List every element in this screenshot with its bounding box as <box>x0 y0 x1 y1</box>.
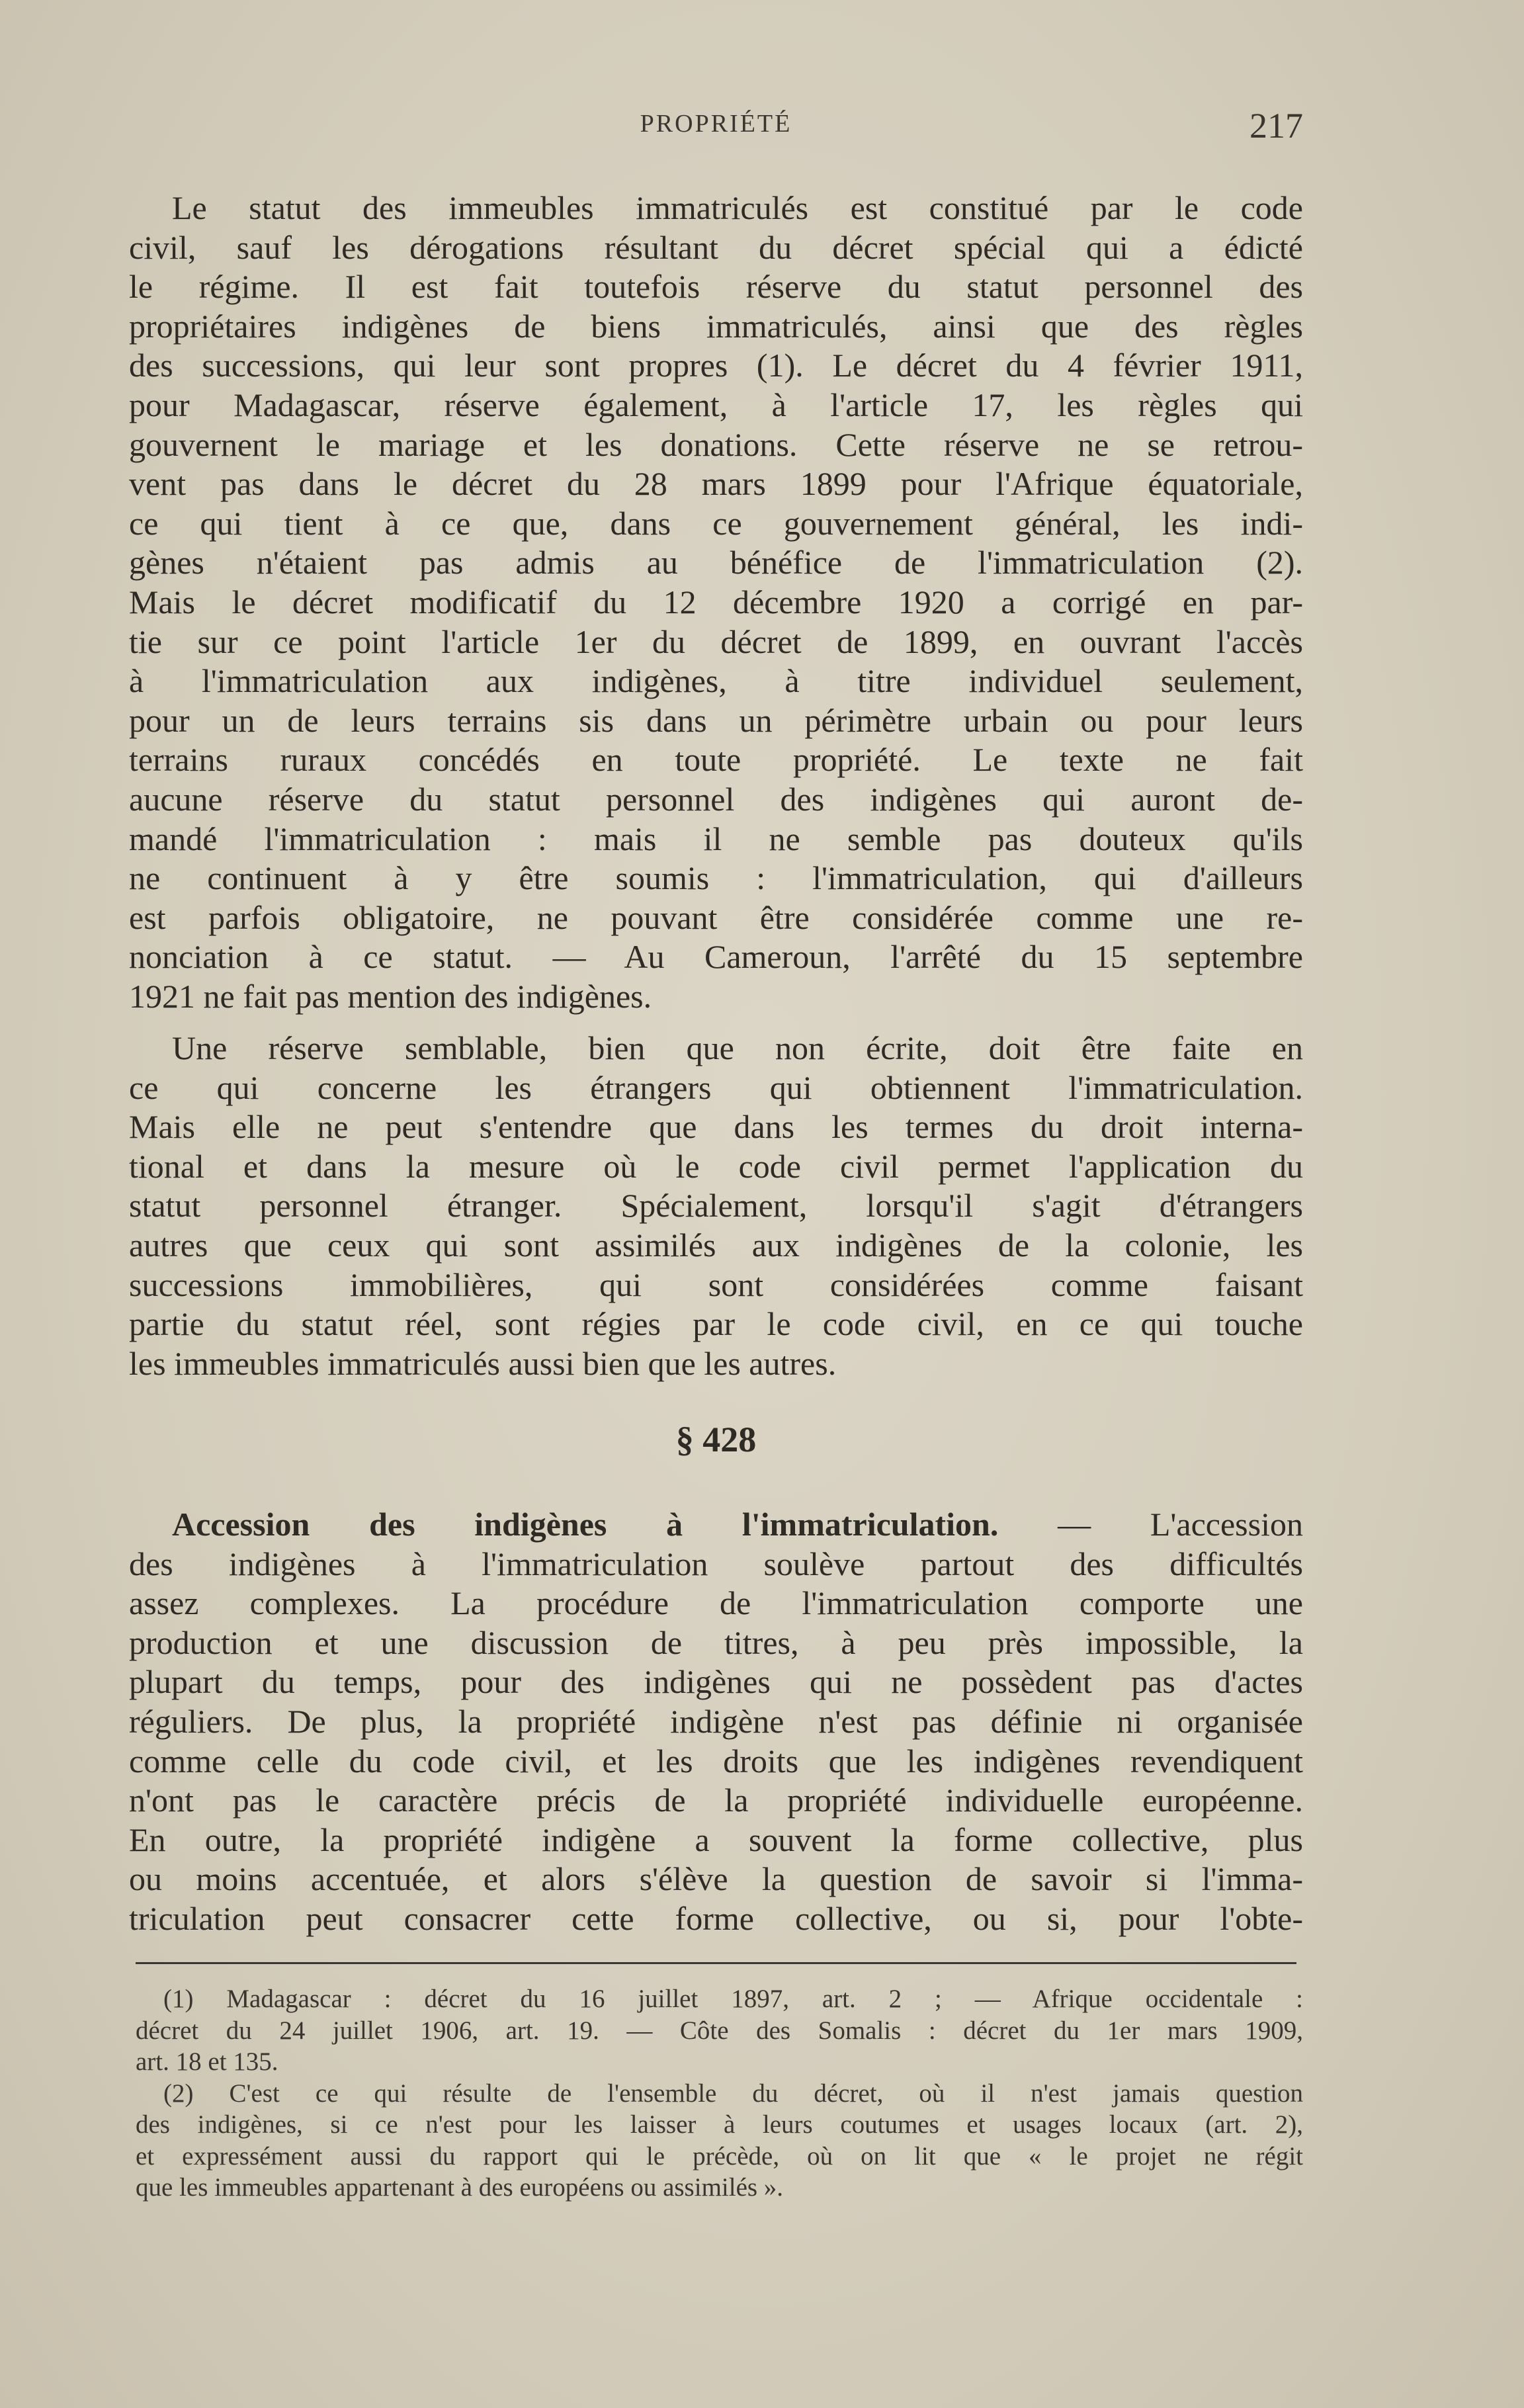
text-line: statut personnel étranger. Spécialement, lorsqu'il s'agit d'étrangers <box>129 1187 1303 1225</box>
text-line: partie du statut réel, sont régies par le code civil, en ce qui touche <box>129 1305 1303 1343</box>
footnote-line: et expressément aussi du rapport qui le précède, où on lit que « le projet ne régit <box>136 2141 1303 2171</box>
text-line: triculation peut consacrer cette forme collective, ou si, pour l'obte- <box>129 1899 1303 1937</box>
text-line: Mais elle ne peut s'entendre que dans les termes du droit interna- <box>129 1108 1303 1146</box>
text-line: tional et dans la mesure où le code civil permet l'application du <box>129 1147 1303 1185</box>
text-line: vent pas dans le décret du 28 mars 1899 pour l'Afrique équatoriale, <box>129 465 1303 503</box>
section-heading: Accession des indigènes à l'immatriculation. <box>172 1506 999 1543</box>
section-number: § 428 <box>675 1420 757 1459</box>
text-line: tie sur ce point l'article 1er du décret de 1899, en ouvrant l'accès <box>129 623 1303 660</box>
text-line: civil, sauf les dérogations résultant du décret spécial qui a édicté <box>129 228 1303 266</box>
text-line: gènes n'étaient pas admis au bénéfice de l'immatriculation (2). <box>129 544 1303 581</box>
text-line: aucune réserve du statut personnel des indigènes qui auront de- <box>129 780 1303 818</box>
text-line: successions immobilières, qui sont considérées comme faisant <box>129 1266 1303 1303</box>
text-line: des indigènes à l'immatriculation soulève partout des difficultés <box>129 1545 1303 1582</box>
footnote-line: (1) Madagascar : décret du 16 juillet 1897, art. 2 ; — Afrique occidentale : <box>163 1985 1303 2013</box>
footnotes <box>136 1983 1303 2204</box>
running-head: PROPRIÉTÉ <box>640 110 792 138</box>
section-heading-line <box>129 1505 1303 1545</box>
section-heading-tail: — L'accession <box>998 1506 1303 1543</box>
text-line: assez complexes. La procédure de l'immatriculation comporte une <box>129 1584 1303 1622</box>
paragraph-2 <box>129 1029 1303 1383</box>
text-line: gouvernent le mariage et les donations. Cette réserve ne se retrou- <box>129 425 1303 463</box>
text-line: Le statut des immeubles immatriculés est constitué par le code <box>172 189 1303 226</box>
text-line: ce qui concerne les étrangers qui obtiennent l'immatriculation. <box>129 1068 1303 1106</box>
text-line: propriétaires indigènes de biens immatriculés, ainsi que des règles <box>129 307 1303 345</box>
text-line: pour un de leurs terrains sis dans un périmètre urbain ou pour leurs <box>129 701 1303 739</box>
text-line: est parfois obligatoire, ne pouvant être considérée comme une re- <box>129 898 1303 936</box>
text-line: mandé l'immatriculation : mais il ne semble pas douteux qu'ils <box>129 820 1303 857</box>
text-line: pour Madagascar, réserve également, à l'article 17, les règles qui <box>129 386 1303 423</box>
footnote-line: que les immeubles appartenant à des européens ou assimilés ». <box>136 2173 784 2202</box>
footnote-line: des indigènes, si ce n'est pour les laisser à leurs coutumes et usages locaux (art. 2), <box>136 2110 1303 2139</box>
text-line: les immeubles immatriculés aussi bien que les autres. <box>129 1344 837 1382</box>
paragraph-3 <box>129 1505 1303 1939</box>
text-line: des successions, qui leur sont propres (1). Le décret du 4 février 1911, <box>129 347 1303 384</box>
text-line: nonciation à ce statut. — Au Cameroun, l'arrêté du 15 septembre <box>129 938 1303 976</box>
text-line: ce qui tient à ce que, dans ce gouvernement général, les indi- <box>129 504 1303 542</box>
page-number: 217 <box>1249 106 1303 146</box>
text-line: 1921 ne fait pas mention des indigènes. <box>129 977 652 1015</box>
text-line: terrains ruraux concédés en toute propriété. Le texte ne fait <box>129 741 1303 779</box>
page-header <box>129 106 1303 155</box>
footnote-line: art. 18 et 135. <box>136 2047 278 2076</box>
text-line: le régime. Il est fait toutefois réserve du statut personnel des <box>129 268 1303 306</box>
text-line: réguliers. De plus, la propriété indigène n'est pas définie ni organisée <box>129 1702 1303 1740</box>
text-line: comme celle du code civil, et les droits que les indigènes revendiquent <box>129 1742 1303 1780</box>
text-line: n'ont pas le caractère précis de la propriété individuelle européenne. <box>129 1782 1303 1819</box>
text-line: En outre, la propriété indigène a souvent la forme collective, plus <box>129 1821 1303 1858</box>
text-line: Mais le décret modificatif du 12 décembre 1920 a corrigé en par- <box>129 583 1303 621</box>
text-line: à l'immatriculation aux indigènes, à titre individuel seulement, <box>129 662 1303 700</box>
text-line: Une réserve semblable, bien que non écrite, doit être faite en <box>172 1029 1303 1066</box>
text-line: plupart du temps, pour des indigènes qui ne possèdent pas d'actes <box>129 1663 1303 1701</box>
footnote-line: décret du 24 juillet 1906, art. 19. — Côte des Somalis : décret du 1er mars 1909, <box>136 2016 1303 2045</box>
footnote-divider <box>136 1962 1296 1964</box>
text-line: autres que ceux qui sont assimilés aux indigènes de la colonie, les <box>129 1226 1303 1264</box>
paragraph-1 <box>129 189 1303 1016</box>
text-line: ou moins accentuée, et alors s'élève la question de savoir si l'imma- <box>129 1860 1303 1898</box>
footnote-line: (2) C'est ce qui résulte de l'ensemble du décret, où il n'est jamais question <box>163 2079 1303 2108</box>
text-line: production et une discussion de titres, à peu près impossible, la <box>129 1623 1303 1661</box>
text-line: ne continuent à y être soumis : l'immatriculation, qui d'ailleurs <box>129 859 1303 897</box>
